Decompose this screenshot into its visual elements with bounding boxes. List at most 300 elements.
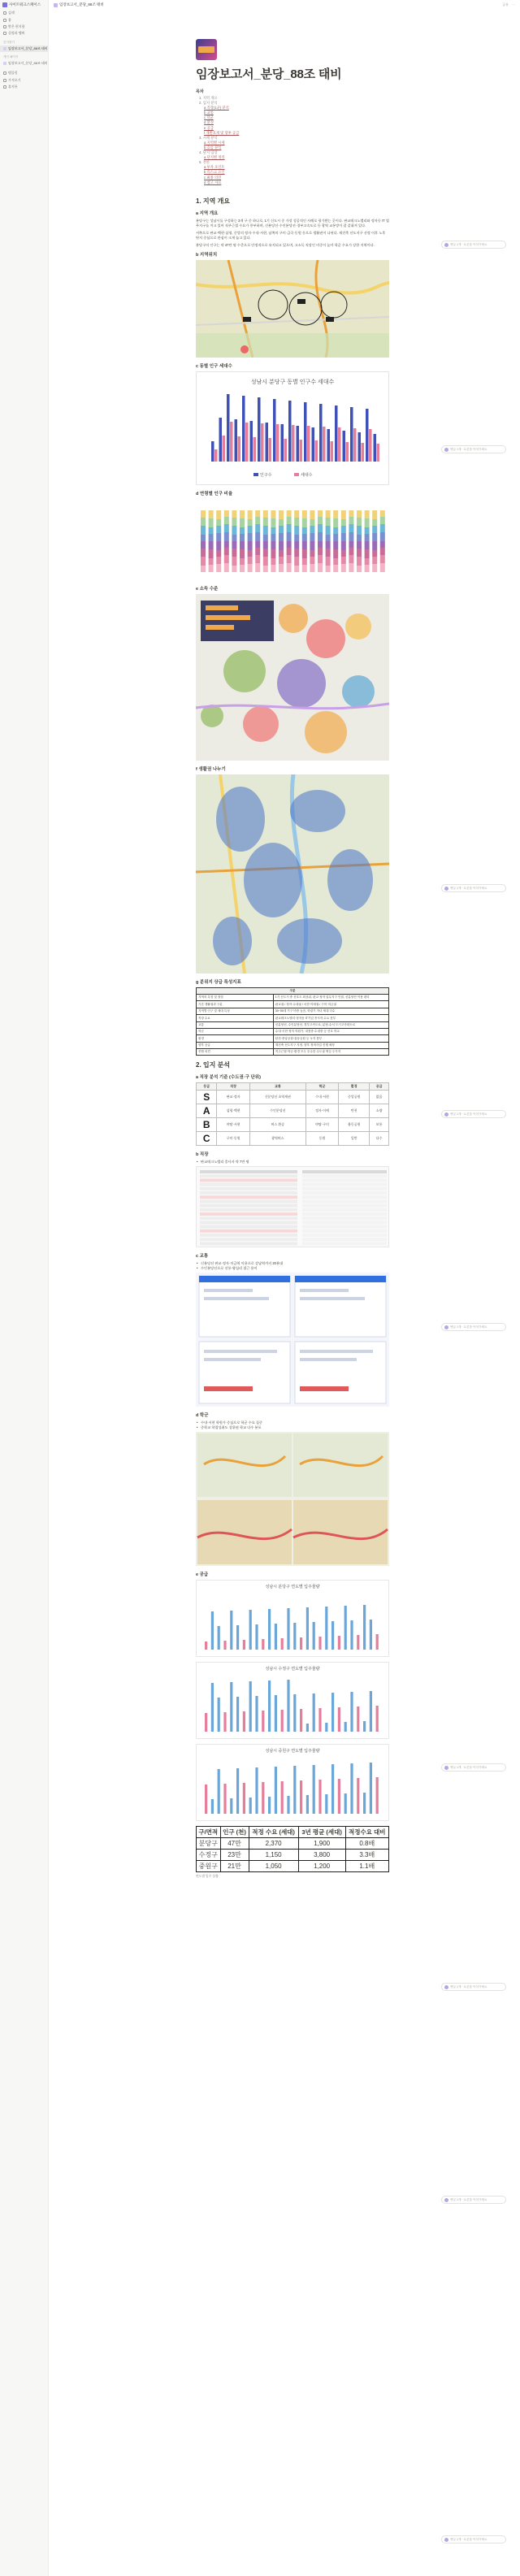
favorites-heading: 즐겨찾기	[3, 40, 15, 44]
sidebar-item-inbox[interactable]	[0, 24, 48, 30]
chart-bar	[350, 407, 353, 462]
chart-bar	[209, 527, 214, 534]
chart-bar	[326, 541, 331, 549]
chart-bar	[370, 1763, 372, 1814]
chart-bar	[350, 1620, 353, 1650]
chart-legend	[254, 472, 313, 478]
chart-bar	[310, 564, 314, 572]
chart-bar	[205, 1641, 207, 1650]
list-item: • 판교테크노밸리 종사자 약 7만 명	[196, 1160, 389, 1164]
chart-bar	[300, 440, 303, 462]
location-map[interactable]	[196, 260, 389, 358]
toc-item[interactable]: c 학군	[204, 115, 214, 120]
table-header: 학군	[306, 1083, 339, 1091]
chart-bar	[349, 524, 353, 532]
comment-text: 댓글 1개 · 토론을 이어가세요	[450, 1325, 488, 1329]
chart-bar	[201, 557, 206, 566]
sheet-row	[302, 1179, 387, 1182]
table-cell: 향후 공급	[197, 1042, 274, 1048]
comment-chip[interactable]	[441, 445, 506, 453]
chart-bar	[372, 550, 377, 557]
chart-bar	[214, 449, 218, 462]
chart-bar	[293, 1766, 296, 1814]
chart-bar	[318, 1780, 321, 1814]
chart-bar	[255, 563, 260, 572]
table-cell: 판교테크노밸리·정자동 IT기업 종사자 수요 풍부	[273, 1015, 388, 1021]
chart-bar	[211, 1683, 214, 1732]
age-distribution-chart	[196, 499, 389, 580]
chart-bar	[380, 532, 385, 541]
sheet-row	[302, 1187, 387, 1190]
sheet-row	[302, 1217, 387, 1221]
chart-bar	[255, 548, 260, 555]
comment-chip[interactable]	[441, 1110, 506, 1118]
transit-screenshots[interactable]	[196, 1273, 389, 1407]
chart-bar	[249, 1610, 252, 1650]
chart-bar	[370, 1620, 372, 1650]
workspace-avatar	[2, 2, 7, 7]
chart-bar	[205, 1713, 207, 1732]
chart-bar	[318, 548, 323, 555]
chart-bar	[300, 1709, 302, 1732]
toc-item[interactable]: f 개발호재 및 향후 공급	[204, 130, 240, 135]
chart-bar	[287, 555, 292, 563]
chart-bar	[294, 526, 299, 535]
subsection-heading: b 지역위치	[196, 252, 218, 258]
chart-bar	[318, 517, 323, 524]
chart-bar	[306, 1607, 309, 1650]
section-heading: 1. 지역 개요	[196, 197, 231, 205]
income-bubble-map[interactable]	[196, 594, 389, 761]
toc-item[interactable]: 4. 단지 임장	[199, 150, 218, 155]
chart-bar	[358, 432, 362, 462]
chart-bar	[338, 1707, 340, 1732]
chart-bar	[219, 418, 223, 462]
page-cover-icon[interactable]	[196, 39, 217, 60]
chart-bar	[275, 1767, 277, 1814]
chart-bar	[268, 1797, 271, 1814]
toc-item[interactable]: b 리스크 요인	[204, 170, 225, 175]
chart-bar	[249, 1798, 252, 1814]
chart-bar	[279, 510, 284, 519]
chart-bar	[341, 557, 346, 564]
table-cell: 율동공원	[339, 1118, 370, 1132]
chart-bar	[240, 549, 245, 558]
table-cell: 2,370	[249, 1838, 298, 1850]
chart-bar	[341, 510, 346, 519]
list-item: • 중학교 학업성취도 상위권 학교 다수 분포	[196, 1425, 389, 1430]
table-cell: 광역버스	[249, 1132, 306, 1146]
chart-bar	[216, 533, 221, 541]
chart-bar	[224, 524, 229, 532]
chart-bar	[380, 563, 385, 572]
chart-bar	[344, 1722, 347, 1732]
toc-item[interactable]: b 흐름 분석	[204, 145, 222, 150]
school-maps-image	[196, 1432, 389, 1566]
chart-bar	[293, 1623, 296, 1650]
comment-chip[interactable]	[441, 1983, 506, 1991]
chart-bar	[248, 550, 253, 557]
chart-bar	[294, 541, 299, 549]
chart-bar	[288, 401, 292, 462]
comment-chip[interactable]	[441, 241, 506, 249]
chart-bar	[216, 510, 221, 519]
chart-bar	[365, 527, 370, 534]
chart-bar	[307, 426, 310, 462]
table-row	[197, 995, 389, 1001]
table-row	[197, 1104, 389, 1118]
table-cell: S	[197, 1091, 217, 1104]
more-menu-button[interactable]: ···	[512, 2, 515, 7]
share-button[interactable]: 공유	[502, 2, 509, 7]
chart-bar	[369, 429, 372, 462]
chart-bar	[357, 1635, 359, 1650]
table-cell: 수정구	[197, 1850, 221, 1861]
chart-bar	[349, 517, 353, 524]
chart-bar	[365, 510, 370, 518]
chart-bar	[275, 1624, 277, 1650]
page-icon	[54, 3, 58, 7]
subsection-heading: b 직장	[196, 1152, 209, 1158]
chart-bar	[365, 549, 370, 558]
table-cell: 야탑·서현	[217, 1118, 250, 1132]
chart-bar	[279, 533, 284, 541]
chart-bar	[255, 510, 260, 517]
chart-bar	[294, 510, 299, 518]
sidebar-item-templates[interactable]	[0, 70, 48, 76]
chart-bar	[349, 541, 353, 548]
sheet-row	[200, 1196, 297, 1199]
chart-bar	[341, 550, 346, 557]
chart-bar	[255, 1767, 258, 1814]
chart-bar	[223, 1712, 226, 1732]
chart-bar	[349, 532, 353, 541]
chart-bar	[357, 510, 362, 518]
page-content	[196, 39, 389, 1882]
caption: 연도별 입주 물량	[196, 1875, 219, 1879]
toc-item[interactable]: a 투자 포인트	[204, 165, 225, 170]
table-of-contents	[196, 96, 389, 185]
toc-item[interactable]: d 환경	[204, 120, 214, 125]
chart-bar	[313, 1765, 315, 1814]
chart-bar	[211, 1611, 214, 1650]
chart-bar	[341, 526, 346, 533]
table-cell: 판교권 / 정자·수내권 / 서현·이매권 / 구미·미금권	[273, 1001, 388, 1008]
chart-bar	[315, 440, 318, 462]
chart-bar	[333, 510, 338, 518]
toc-item[interactable]: c 최종 의견	[204, 175, 222, 180]
sidebar-item-home[interactable]	[0, 16, 48, 23]
chart-bar	[216, 550, 221, 557]
chart-bar	[255, 541, 260, 548]
bubble-map-image	[196, 594, 389, 761]
chart-bar	[218, 1698, 220, 1732]
chart-bar	[372, 510, 377, 519]
chart-bar	[263, 518, 268, 526]
chart-bar	[230, 422, 233, 462]
chart-bar	[248, 510, 253, 519]
toc-item[interactable]: 1. 지역 개요	[199, 96, 218, 100]
sheet-row	[200, 1242, 297, 1246]
table-cell: 지역의 특징 및 장점	[197, 995, 274, 1001]
table-header: 환경	[339, 1083, 370, 1091]
toc-item[interactable]: a 직장(1군) 분석	[204, 106, 229, 111]
avatar	[444, 1985, 448, 1989]
comment-text: 댓글 1개 · 토론을 이어가세요	[450, 2197, 488, 2201]
chart-bar	[243, 1711, 245, 1732]
toc-item[interactable]: 2. 입지 분석	[199, 101, 218, 106]
comment-chip[interactable]	[441, 1323, 506, 1331]
chart-bar	[287, 532, 292, 541]
chart-bar	[357, 549, 362, 557]
chart-bar	[363, 1605, 366, 1650]
supply-charts	[196, 1580, 389, 1821]
chart-bar	[262, 1782, 264, 1814]
import-icon	[3, 79, 6, 82]
chart-bar	[230, 1611, 232, 1650]
table-cell: 수내·서현	[306, 1091, 339, 1104]
chart-bar	[216, 526, 221, 533]
sheet-row	[200, 1204, 297, 1208]
chart-title: 성남시 분당구 동별 인구수 세대수	[250, 379, 335, 385]
sheet-row	[200, 1170, 297, 1173]
chart-bar	[209, 534, 214, 541]
chart-bar	[281, 1781, 284, 1814]
chart-bar	[223, 1641, 226, 1650]
table-cell: 21만	[220, 1861, 249, 1872]
chart-bar	[333, 558, 338, 565]
chart-bar	[333, 541, 338, 549]
sidebar-item-search[interactable]	[0, 10, 48, 16]
subsection-heading: e 소득 수준	[196, 586, 219, 592]
chart-bar	[325, 1794, 327, 1814]
chart-bar	[372, 533, 377, 541]
sheet-row	[302, 1229, 387, 1233]
table-cell: 1,150	[249, 1850, 298, 1861]
avatar	[444, 448, 448, 452]
sidebar-item-import[interactable]	[0, 77, 48, 84]
toc-item[interactable]: b 교통	[204, 111, 214, 115]
chart-bar	[248, 541, 253, 550]
chart-bar	[338, 1779, 340, 1814]
chart-bar	[232, 526, 236, 535]
chart-bar	[376, 1777, 379, 1814]
chart-bar	[281, 424, 284, 462]
comment-chip[interactable]	[441, 1763, 506, 1772]
chart-bar	[248, 533, 253, 541]
chart-bar	[349, 548, 353, 555]
chart-bar	[223, 1784, 226, 1814]
chart-title: 성남시 분당구 연도별 입주물량	[265, 1585, 320, 1590]
chart-bar	[365, 558, 370, 565]
page-title[interactable]: 임장보고서_분당_88조 태비	[196, 67, 342, 81]
chart-bar	[297, 426, 300, 462]
chart-bar	[326, 549, 331, 557]
supply-summary-table	[196, 1826, 389, 1872]
sidebar-nav	[0, 10, 48, 37]
comment-chip[interactable]	[441, 884, 506, 892]
sheet-row	[302, 1196, 387, 1199]
chart-bar	[224, 517, 229, 524]
toc-item[interactable]: 3. 시세 분석	[199, 135, 218, 140]
chart-bar	[209, 541, 214, 549]
chart-bar	[302, 549, 307, 558]
chart-bar	[304, 402, 307, 462]
chart-bar	[338, 1636, 340, 1650]
chart-bar	[266, 423, 269, 462]
table-cell: 일반	[339, 1132, 370, 1146]
chart-bar	[230, 1682, 232, 1732]
table-cell: 버스 환승	[249, 1118, 306, 1132]
chart-bar	[335, 405, 338, 462]
chart-bar	[263, 541, 268, 549]
chart-bar	[218, 1626, 220, 1650]
chart-bar	[332, 1693, 334, 1732]
sheet-row	[302, 1170, 387, 1173]
comment-chip[interactable]	[441, 2535, 506, 2543]
chart-bar	[284, 439, 288, 462]
avatar	[444, 2538, 448, 2542]
topbar	[49, 0, 520, 10]
sheet-row	[302, 1212, 387, 1216]
chart-bar	[263, 557, 268, 566]
chart-bar	[240, 565, 245, 572]
comment-text: 댓글 1개 · 토론을 이어가세요	[450, 242, 488, 246]
sidebar-item-label: 설정과 멤버	[8, 31, 25, 36]
list-item: • 수내·서현 학원가 중심으로 학군 수요 집중	[196, 1420, 389, 1425]
chart-bar	[302, 534, 307, 541]
sidebar-item-favorite-page[interactable]	[0, 46, 48, 52]
sidebar-item-label: 가져오기	[8, 77, 21, 82]
chart-bar	[318, 510, 323, 517]
table-cell: 0.8배	[345, 1838, 388, 1850]
sidebar-item-label: 받은 편지함	[8, 24, 25, 28]
chart-bar	[310, 550, 314, 557]
chart-bar	[344, 1606, 347, 1650]
chart-bar	[209, 558, 214, 565]
chart-bar	[306, 1795, 309, 1814]
chart-bar	[357, 541, 362, 549]
chart-bar	[310, 526, 314, 533]
chart-bar	[271, 565, 275, 572]
chart-bar	[236, 1768, 239, 1814]
chart-bar	[310, 510, 314, 519]
table-cell: B	[197, 1118, 217, 1132]
sheet-row	[302, 1200, 387, 1203]
chart-bar	[271, 541, 275, 549]
toc-item[interactable]: e 공급	[204, 125, 214, 130]
chart-bar	[273, 399, 276, 462]
chart-bar	[235, 419, 238, 462]
table-cell: 재건축 선도지구 지정, 향후 정비사업 진행 예정	[273, 1042, 388, 1048]
breadcrumb-page: 임장보고서_분당_88조 태비	[59, 2, 104, 7]
subsection-heading: a 지역 개요	[196, 210, 219, 216]
chart-bar	[333, 549, 338, 558]
workspace-switcher[interactable]	[0, 0, 48, 10]
chart-bar	[326, 535, 331, 541]
chart-bar	[240, 534, 245, 541]
chart-bar	[250, 421, 254, 462]
chart-bar	[271, 558, 275, 565]
table-row	[197, 1042, 389, 1048]
chart-bar	[201, 526, 206, 535]
chart-bar	[236, 1697, 239, 1732]
chart-bar	[271, 549, 275, 558]
chart-bar	[211, 1799, 214, 1814]
chart-bar	[268, 1680, 271, 1732]
chart-bar	[310, 519, 314, 526]
table-cell: 신분당선 초역세권	[249, 1091, 306, 1104]
toc-item[interactable]: 5. 결론	[199, 160, 210, 165]
table-cell: 판교·정자	[217, 1091, 250, 1104]
toc-item[interactable]: a 지역별 시세	[204, 140, 225, 145]
toc-heading: 목차	[196, 89, 204, 94]
job-spreadsheet-image[interactable]	[196, 1166, 389, 1247]
table-header: 적정 수요 (세대)	[249, 1827, 298, 1838]
table-cell: 삼평·백현	[217, 1104, 250, 1118]
comment-chip[interactable]	[441, 2196, 506, 2204]
chart-bar	[269, 438, 272, 462]
chart-bar	[224, 532, 229, 541]
chart-bar	[294, 557, 299, 566]
chart-bar	[349, 563, 353, 572]
chart-bar	[279, 541, 284, 550]
population-chart-svg	[197, 372, 388, 484]
chart-bar	[300, 1637, 302, 1650]
inbox-icon	[3, 25, 6, 28]
toc-item[interactable]: d 참고 자료	[204, 180, 222, 184]
chart-bar	[333, 534, 338, 541]
life-zone-map[interactable]	[196, 774, 389, 974]
chart-bar	[287, 1680, 289, 1732]
chart-bar	[240, 541, 245, 549]
table-cell: 보통	[370, 1118, 389, 1132]
chart-bar	[341, 564, 346, 572]
school-maps[interactable]	[196, 1432, 389, 1566]
chart-bar	[357, 518, 362, 526]
avatar	[444, 1766, 448, 1770]
chart-bar	[318, 541, 323, 548]
sidebar-item-settings[interactable]	[0, 30, 48, 37]
breadcrumb[interactable]	[54, 2, 104, 7]
chart-bar	[279, 550, 284, 557]
table-row	[197, 1132, 389, 1146]
supply-chart-svg	[197, 1745, 388, 1820]
chart-bar	[258, 397, 261, 462]
comment-text: 댓글 1개 · 토론을 이어가세요	[450, 447, 488, 451]
population-chart	[196, 371, 389, 485]
toc-item[interactable]: a 단지별 정리	[204, 155, 225, 160]
chart-bar	[249, 1681, 252, 1732]
sidebar-item-private-page[interactable]	[0, 60, 48, 67]
table-cell: 3.3배	[345, 1850, 388, 1861]
chart-bar	[312, 427, 315, 462]
sheet-row	[200, 1238, 297, 1242]
chart-bar	[350, 1763, 353, 1814]
table-cell: 신분당선, 수인분당선, 경부고속도로, 분당-수서 도시고속화도로	[273, 1021, 388, 1028]
chart-bar	[216, 564, 221, 572]
sidebar-item-trash[interactable]	[0, 84, 48, 90]
chart-bar	[232, 541, 236, 549]
sheet-row	[200, 1217, 297, 1221]
chart-bar	[318, 563, 323, 572]
sheet-row	[200, 1179, 297, 1182]
chart-bar	[279, 557, 284, 564]
chart-bar	[287, 548, 292, 555]
chart-bar	[318, 532, 323, 541]
chart-bar	[310, 541, 314, 550]
chart-bar	[294, 549, 299, 557]
